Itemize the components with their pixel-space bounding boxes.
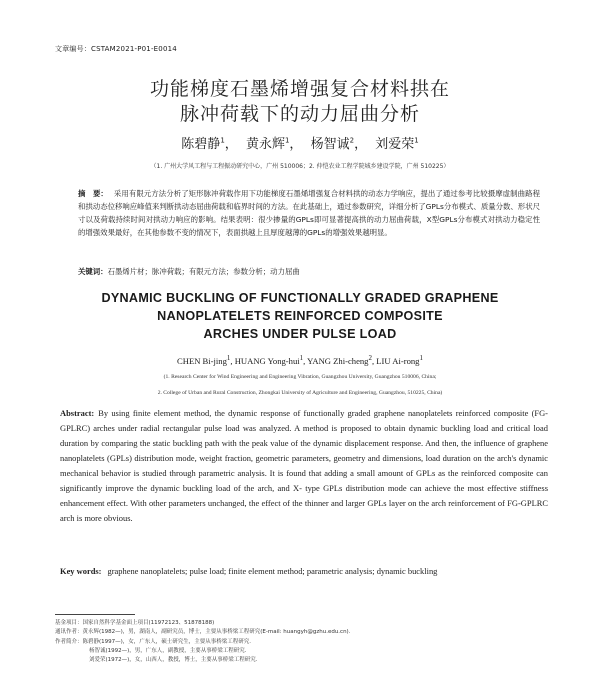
author-separator: ， bbox=[289, 137, 303, 152]
author-affiliation-mark: 1 bbox=[414, 136, 419, 145]
footnote-author-bio: 杨智诚(1992—)，男，广东人，副教授，主要从事桥梁工程研究. bbox=[89, 647, 247, 654]
chinese-keywords bbox=[78, 266, 540, 277]
english-abstract-label: Abstract: bbox=[60, 408, 95, 418]
english-title-line-1: DYNAMIC BUCKLING OF FUNCTIONALLY GRADED GRAPHENE bbox=[101, 291, 499, 305]
author-name: HUANG Yong-hui bbox=[234, 355, 300, 366]
author-separator: , bbox=[230, 355, 235, 366]
author-name: CHEN Bi-jing bbox=[177, 355, 227, 366]
author-affiliation-mark: 1 bbox=[299, 354, 304, 362]
author-affiliation-mark: 1 bbox=[419, 354, 423, 362]
chinese-title-line-1: 功能梯度石墨烯增强复合材料拱在 bbox=[149, 78, 450, 100]
author-name: LIU Ai-rong bbox=[376, 355, 420, 366]
english-keywords-label: Key words: bbox=[60, 566, 102, 576]
english-affiliation-2: 2. College of Urban and Rural Construction, Zhongkai University of Agriculture and Engineering, Guangzhou, 510225, China) bbox=[157, 390, 443, 396]
english-keywords-text: graphene nanoplatelets; pulse load; finite element method; parametric analysis; dynamic buckling bbox=[107, 566, 438, 576]
author-affiliation-mark: 2 bbox=[349, 136, 355, 145]
footnotes bbox=[55, 619, 505, 665]
footnote-author-bio: 刘爱荣(1972—)，女，山西人，教授，博士，主要从事桥梁工程研究. bbox=[89, 657, 258, 664]
footnote-funding: 基金项目：国家自然科学基金面上项目(11972123、51878188) bbox=[55, 620, 215, 626]
author-separator: , bbox=[303, 355, 308, 366]
chinese-authors bbox=[0, 133, 600, 152]
author-name: 杨智诚 bbox=[310, 137, 350, 152]
author-name: 刘爱荣 bbox=[375, 137, 415, 152]
author-affiliation-mark: 2 bbox=[368, 354, 372, 362]
chinese-abstract-label: 摘 要： bbox=[78, 189, 108, 198]
article-number: 文章编号：CSTAM2021-P01-E0014 bbox=[55, 45, 177, 53]
chinese-affiliations: （1. 广州大学风工程与工程振动研究中心，广州 510006；2. 仲恺农业工程学院城乡建设学院，广州 510225） bbox=[150, 163, 450, 170]
author-affiliation-mark: 1 bbox=[226, 354, 231, 362]
english-abstract bbox=[60, 406, 548, 526]
footnote-divider bbox=[55, 614, 135, 615]
english-affiliation-1: (1. Research Center for Wind Engineering and Engineering Vibration, Guangzhou University, Guangzhou 510006, China; bbox=[163, 374, 437, 380]
author-separator: , bbox=[371, 355, 377, 366]
author-separator: ， bbox=[224, 137, 238, 152]
author-name: 陈碧静 bbox=[181, 137, 221, 152]
chinese-keywords-text: 石墨烯片材；脉冲荷载；有限元方法；参数分析；动力屈曲 bbox=[107, 267, 300, 276]
footnote-author-bio: 作者简介：陈碧静(1997—)，女，广东人，硕士研究生，主要从事桥梁工程研究. bbox=[55, 638, 252, 645]
english-authors bbox=[0, 354, 600, 366]
chinese-keywords-label: 关键词： bbox=[78, 267, 108, 276]
english-keywords bbox=[60, 566, 560, 576]
author-name: 黄永辉 bbox=[245, 137, 285, 152]
footnote-corresponding-author: 通讯作者：黄永辉(1982—)，男，湖南人，副研究员，博士，主要从事桥梁工程研究(E-mail: huangyh@gzhu.edu.cn). bbox=[55, 629, 351, 636]
chinese-title-line-2: 脉冲荷载下的动力屈曲分析 bbox=[179, 103, 420, 125]
author-affiliation-mark: 1 bbox=[284, 136, 290, 145]
english-abstract-text: By using finite element method, the dynamic response of functionally graded graphene nanoplatelets reinforced composite (FG-GPLRC) arches under radial rectangular pulse load was analyzed. A method is proposed to obtain dynamic buckling load and critical load duration by comparing the static buckling path with the peak value of the dynamic displacement response. And then, the influence of graphene nanoplatelets (GPLs) distribution mode, weight fraction, geometric parameters, geometry and dimensions, load duration on the arch's dynamic mechanical behavior is studied through parametric analysis. It is found that adding a small amount of GPLs as the reinforced composite can significantly improve the dynamic buckling load of the arch, and X- type GPLs distribution mode can achieve the most effective stiffness enhancement effect. With other parameters unchanged, the effect of the thinner and larger GPLs layer on the arch reinforcement of FG-GPLRC arch is more obvious. bbox=[60, 408, 548, 524]
author-name: YANG Zhi-cheng bbox=[307, 355, 369, 366]
chinese-abstract bbox=[78, 187, 540, 239]
author-affiliation-mark: 1 bbox=[220, 136, 225, 145]
english-title-line-2: NANOPLATELETS REINFORCED COMPOSITE bbox=[157, 309, 443, 323]
english-title-line-3: ARCHES UNDER PULSE LOAD bbox=[203, 327, 397, 341]
author-separator: ， bbox=[354, 137, 368, 152]
chinese-abstract-text: 采用有限元方法分析了矩形脉冲荷载作用下功能梯度石墨烯增强复合材料拱的动态力学响应，提出了通过参考比较摄摩虚制曲路程和拱动态位移响应峰值来判断拱动态屈曲荷载和临界时间的方法。在此基础上，通过参数研究，详细分析了GPLs分布模式、质量分数、形状尺寸以及荷载持续时间对拱动力响应的影响。结果表明：很少掺量的GPLs即可显著提高拱的动力屈曲荷载，X型GPLs分布模式对拱动力稳定性的增强效果最好，在其他参数不变的情况下，表面拱越上且厚度越薄的GPLs的增强效果越明显。 bbox=[78, 189, 540, 237]
